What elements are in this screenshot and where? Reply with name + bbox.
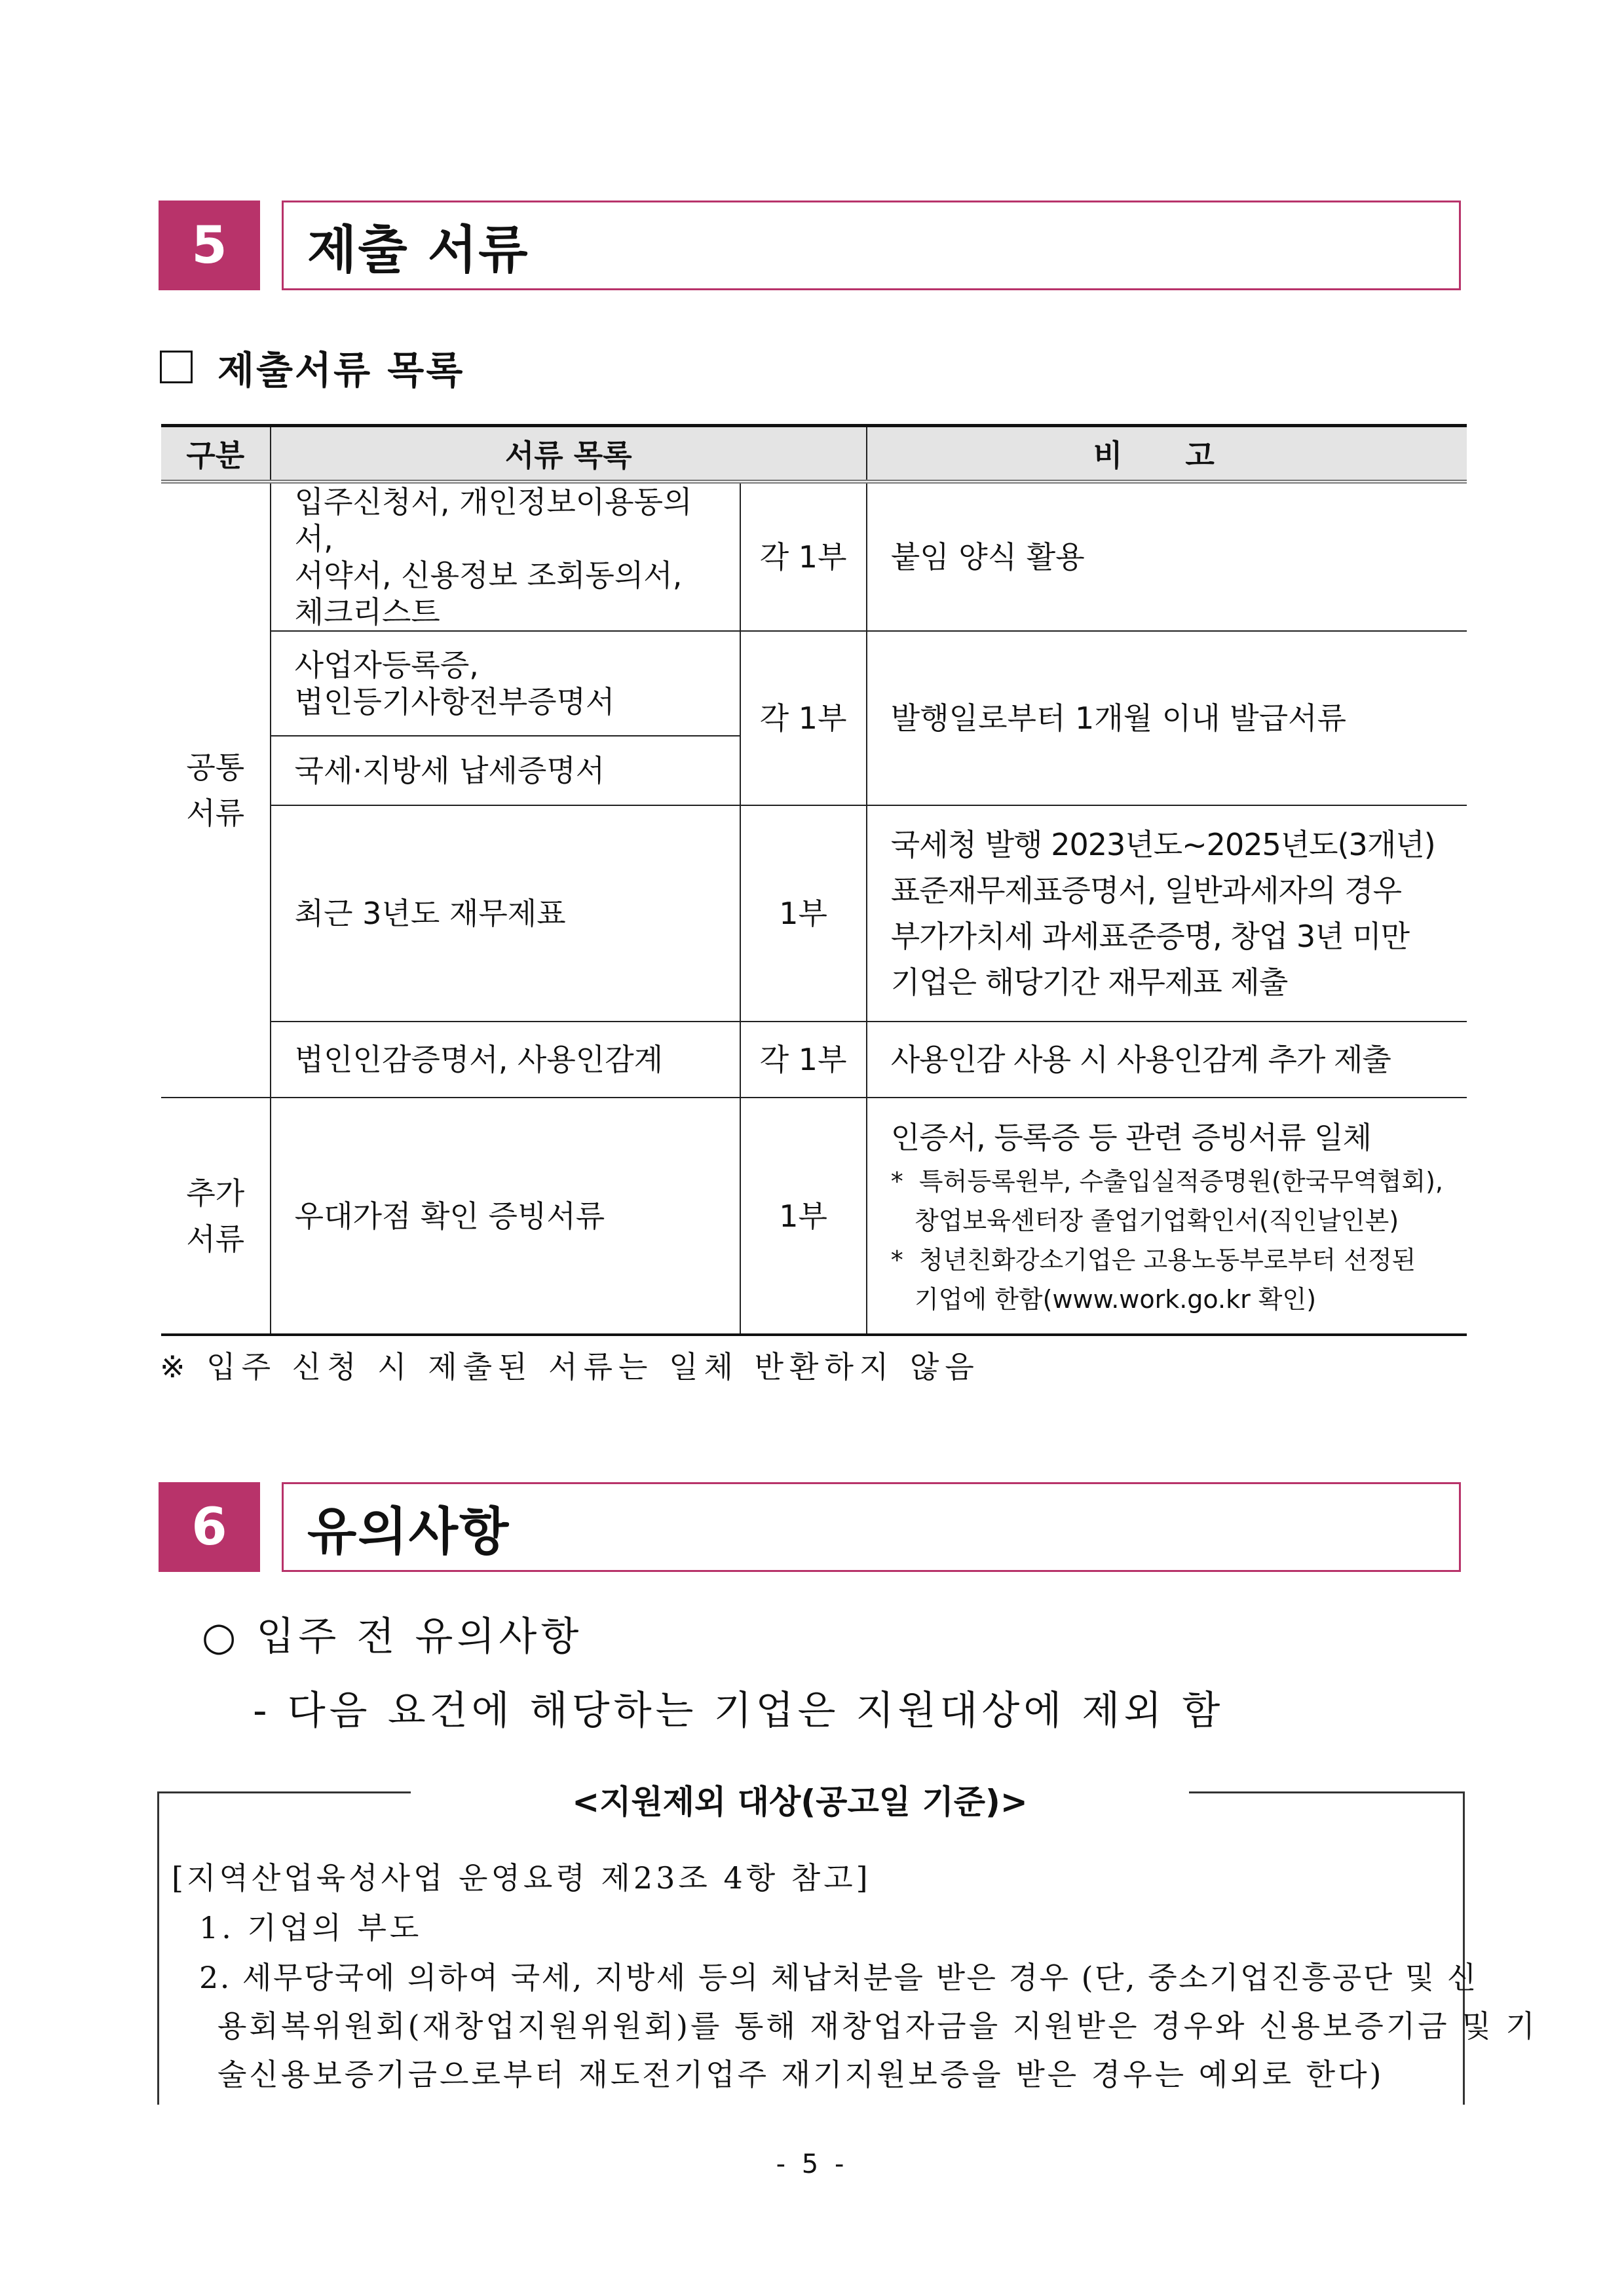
qty-cell: 1부 xyxy=(740,1098,867,1335)
remarks-cell: 발행일로부터 1개월 이내 발급서류 xyxy=(867,631,1467,805)
qty-cell: 각 1부 xyxy=(740,482,867,631)
checkbox-square-icon xyxy=(160,351,193,383)
remarks-cell: 붙임 양식 활용 xyxy=(867,482,1467,631)
dash-item: - 다음 요건에 해당하는 기업은 지원대상에 제외 함 xyxy=(253,1688,1224,1734)
exclusion-reference: [지역산업육성사업 운영요령 제23조 4항 참고] xyxy=(172,1860,871,1896)
table-row xyxy=(161,631,1467,736)
subheading-text: 제출서류 목록 xyxy=(217,348,465,392)
document-cell: 우대가점 확인 증빙서류 xyxy=(271,1098,740,1335)
qty-cell: 각 1부 xyxy=(740,1022,867,1098)
remarks-cell: 국세청 발행 2023년도~2025년도(3개년) 표준재무제표증명서, 일반과세자의 경우 부가가치세 과세표준증명, 창업 3년 미만 기업은 해당기간 재무제표 제출 xyxy=(867,805,1467,1022)
qty-cell: 1부 xyxy=(740,805,867,1022)
section-6-title: 유의사항 xyxy=(307,1502,510,1561)
table-row xyxy=(161,805,1467,1022)
document-cell: 국세·지방세 납세증명서 xyxy=(271,736,740,805)
remarks-main: 인증서, 등록증 등 관련 증빙서류 일체 xyxy=(890,1119,1372,1155)
table-row xyxy=(161,1022,1467,1098)
exclusion-item: 2. 세무당국에 의하여 국세, 지방세 등의 체납처분을 받은 경우 (단, 중소기업진흥공단 및 신 xyxy=(199,1960,1478,1995)
remarks-cell: 사용인감 사용 시 사용인감계 추가 제출 xyxy=(867,1022,1467,1098)
exclusion-item: 1. 기업의 부도 xyxy=(199,1910,423,1945)
table-note: ※ 입주 신청 시 제출된 서류는 일체 반환하지 않음 xyxy=(160,1349,980,1385)
exclusion-item: 술신용보증기금으로부터 재도전기업주 재기지원보증을 받은 경우는 예외로 한다) xyxy=(217,2057,1384,2092)
header-documents: 서류 목록 xyxy=(271,426,867,482)
header-remarks: 비 고 xyxy=(867,426,1467,482)
exclusion-item: 용회복위원회(재창업지원위원회)를 통해 재창업자금을 지원받은 경우와 신용보증기금 및 기 xyxy=(217,2008,1538,2044)
exclusion-box-title: <지원제외 대상(공고일 기준)> xyxy=(411,1776,1189,1823)
bullet-item: ○ 입주 전 유의사항 xyxy=(202,1614,583,1660)
document-cell: 최근 3년도 재무제표 xyxy=(271,805,740,1022)
section-6-title-box xyxy=(282,1482,1461,1572)
section-6-number: 6 xyxy=(159,1482,260,1572)
section-5-title: 제출 서류 xyxy=(307,220,529,280)
document-cell: 법인인감증명서, 사용인감계 xyxy=(271,1022,740,1098)
remarks-cell xyxy=(867,1098,1467,1335)
document-cell: 사업자등록증, 법인등기사항전부증명서 xyxy=(271,631,740,736)
table-header-row xyxy=(161,426,1467,482)
remarks-note: 기업에 한함(www.work.go.kr 확인) xyxy=(890,1284,1317,1314)
category-extra: 추가 서류 xyxy=(161,1098,271,1335)
subheading xyxy=(160,339,464,394)
documents-table xyxy=(161,424,1467,1336)
header-category: 구분 xyxy=(161,426,271,482)
section-5-number: 5 xyxy=(159,201,260,290)
document-cell: 입주신청서, 개인정보이용동의서, 서약서, 신용정보 조회동의서, 체크리스트 xyxy=(271,482,740,631)
table-row xyxy=(161,1098,1467,1335)
table-row xyxy=(161,482,1467,631)
category-common: 공통 서류 xyxy=(161,482,271,1098)
section-5-title-box xyxy=(282,201,1461,290)
remarks-note: 창업보육센터장 졸업기업확인서(직인날인본) xyxy=(890,1206,1399,1235)
qty-cell: 각 1부 xyxy=(740,631,867,805)
remarks-note: * 특허등록원부, 수출입실적증명원(한국무역협회), xyxy=(890,1166,1443,1196)
remarks-note: * 청년친화강소기업은 고용노동부로부터 선정된 xyxy=(890,1245,1416,1274)
page-number: - 5 - xyxy=(776,2149,848,2179)
